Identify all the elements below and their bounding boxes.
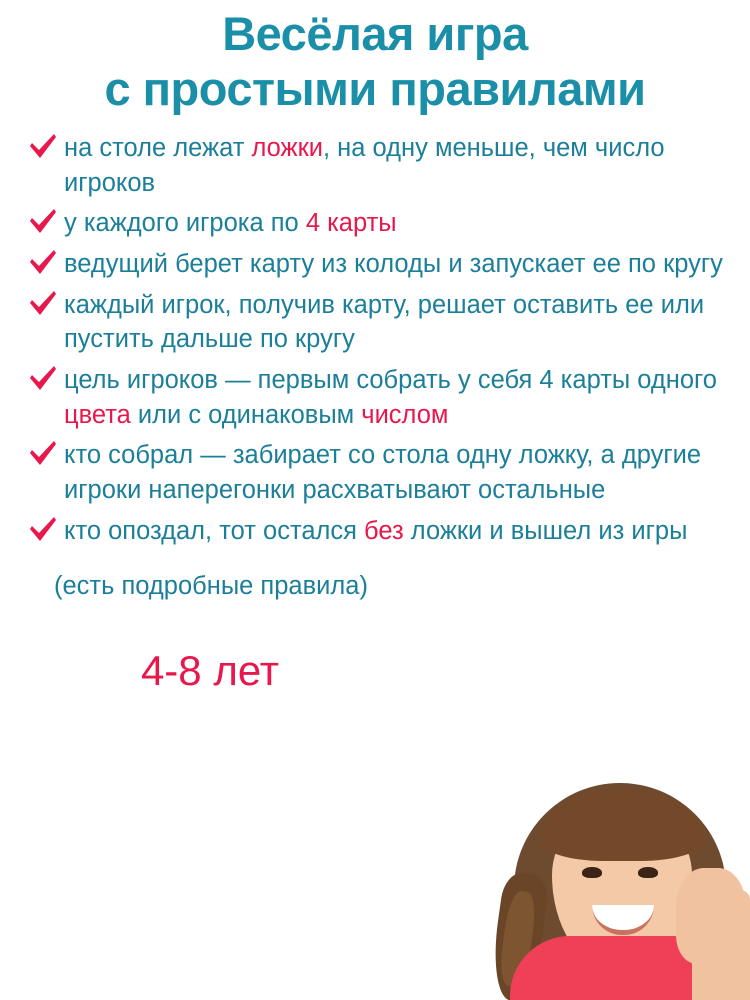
rule-text-segment: каждый игрок, получив карту, решает оставить ее или пустить дальше по кругу — [64, 290, 705, 354]
check-mark-icon — [28, 516, 58, 546]
rule-item — [28, 288, 728, 357]
rule-text — [64, 366, 717, 429]
check-mark-icon — [28, 133, 58, 163]
rule-item — [28, 514, 728, 549]
girl-hand — [676, 868, 746, 964]
rule-text-segment: цель игроков — первым собрать у себя 4 карты одного — [64, 365, 717, 394]
rule-text-segment: ложки и вышел из игры — [403, 516, 688, 545]
rule-item — [28, 131, 728, 200]
girl-eye-left — [582, 867, 602, 878]
rule-text-segment: на столе лежат — [64, 133, 252, 162]
rule-text-highlight: ложки — [251, 133, 324, 162]
rule-text-segment: , на одну меньше, чем число игроков — [64, 133, 665, 197]
rule-text-segment: кто собрал — забирает со стола одну ложку, а другие игроки наперегонки расхватывают остальные — [64, 441, 702, 504]
rule-text-highlight: цвета — [64, 400, 131, 429]
rule-text-highlight: числом — [361, 400, 449, 429]
check-mark-icon — [28, 249, 58, 279]
rule-item — [28, 438, 728, 507]
rule-text-segment: или с одинаковым — [130, 400, 362, 429]
page-title — [0, 0, 750, 117]
age-range-label: 4-8 лет — [140, 647, 280, 695]
rule-text — [64, 209, 397, 237]
rule-item — [28, 206, 728, 241]
check-mark-icon — [28, 440, 58, 470]
rule-text — [64, 291, 704, 354]
rules-list — [0, 131, 750, 548]
rule-text-highlight: без — [364, 516, 404, 545]
check-mark-icon — [28, 365, 58, 395]
rule-text-segment: кто опоздал, тот остался — [64, 516, 365, 545]
rule-text — [64, 134, 665, 197]
detailed-rules-note: (есть подробные правила) — [54, 572, 368, 601]
title-line-1: Весёлая игра — [222, 7, 528, 60]
rule-text — [64, 441, 701, 504]
rule-text — [64, 517, 687, 545]
rule-item — [28, 247, 728, 282]
check-mark-icon — [28, 290, 58, 320]
girl-eye-right — [638, 867, 658, 878]
smiling-girl-photo — [490, 755, 750, 1000]
rule-item — [28, 363, 728, 432]
rule-text-segment: ведущий берет карту из колоды и запускает ее по кругу — [64, 249, 723, 278]
rule-text-highlight: 4 карты — [305, 209, 397, 238]
rule-text-segment: у каждого игрока по — [64, 209, 306, 238]
check-mark-icon — [28, 208, 58, 238]
rule-text — [64, 250, 723, 278]
title-line-2: с простыми правилами — [104, 62, 646, 116]
